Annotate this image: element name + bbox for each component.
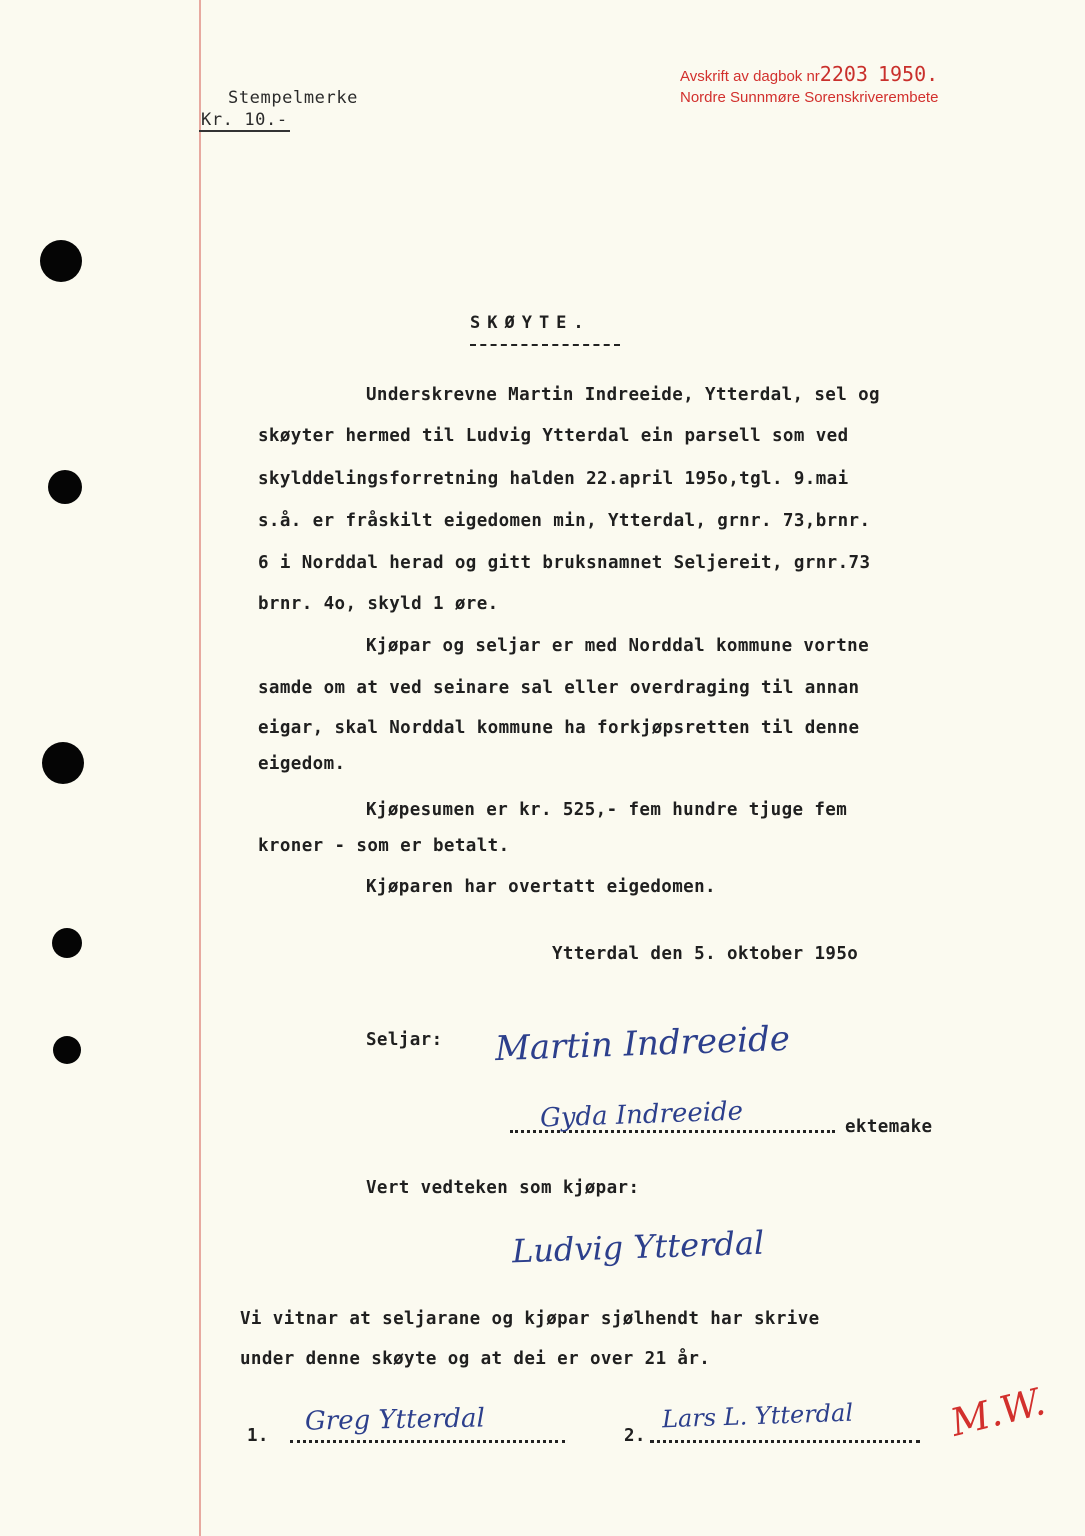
- signature-dotted-line: [650, 1440, 920, 1443]
- witness-2-number: 2.: [624, 1426, 646, 1446]
- witness-1-signature: Greg Ytterdal: [304, 1403, 486, 1437]
- date-line: Ytterdal den 5. oktober 195o: [552, 944, 859, 964]
- stamp-value: Kr. 10.-: [201, 110, 288, 130]
- stamp-label: Stempelmerke: [228, 88, 359, 108]
- paragraph-line: skylddelingsforretning halden 22.april 195o,tgl. 9.mai: [258, 469, 849, 489]
- punch-hole: [53, 1036, 81, 1064]
- seller-signature: Martin Indreeide: [494, 1018, 791, 1070]
- paragraph-line: kroner - som er betalt.: [258, 836, 510, 856]
- seller-label: Seljar:: [366, 1030, 443, 1050]
- paragraph-line: eigar, skal Norddal kommune ha forkjøpsretten til denne: [258, 718, 860, 738]
- paragraph-line: 6 i Norddal herad og gitt bruksnamnet Seljereit, grnr.73: [258, 553, 871, 573]
- buyer-label: Vert vedteken som kjøpar:: [366, 1178, 640, 1198]
- register-stamp: [680, 62, 938, 86]
- title-underline: [470, 344, 620, 346]
- document-title: SKØYTE.: [470, 313, 591, 333]
- witness-text-line: Vi vitnar at seljarane og kjøpar sjølhendt har skrive: [240, 1309, 820, 1329]
- witness-2-signature: Lars L. Ytterdal: [661, 1398, 854, 1434]
- signature-dotted-line: [290, 1440, 565, 1443]
- witness-text-line: under denne skøyte og at dei er over 21 år.: [240, 1349, 711, 1369]
- court-office: Nordre Sunnmøre Sorenskriverembete: [680, 89, 939, 106]
- paragraph-line: skøyter hermed til Ludvig Ytterdal ein parsell som ved: [258, 426, 849, 446]
- paragraph-line: brnr. 4o, skyld 1 øre.: [258, 594, 499, 614]
- spouse-signature: Gyda Indreeide: [539, 1096, 744, 1134]
- spouse-label: ektemake: [845, 1117, 933, 1137]
- buyer-signature: Ludvig Ytterdal: [511, 1223, 765, 1271]
- punch-hole: [48, 470, 82, 504]
- margin-line: [199, 0, 201, 1536]
- register-prefix: Avskrift av dagbok nr: [680, 68, 820, 85]
- paragraph-line: samde om at ved seinare sal eller overdraging til annan: [258, 678, 860, 698]
- witness-1-number: 1.: [247, 1426, 269, 1446]
- paragraph-line: Kjøpesumen er kr. 525,- fem hundre tjuge fem: [366, 800, 848, 820]
- paragraph-line: Kjøparen har overtatt eigedomen.: [366, 877, 716, 897]
- paragraph-line: s.å. er fråskilt eigedomen min, Ytterdal, grnr. 73,brnr.: [258, 511, 871, 531]
- paragraph-line: Kjøpar og seljar er med Norddal kommune vortne: [366, 636, 870, 656]
- paragraph-line: eigedom.: [258, 754, 346, 774]
- paragraph-line: Underskrevne Martin Indreeide, Ytterdal, sel og: [366, 385, 880, 405]
- punch-hole: [42, 742, 84, 784]
- initials: M.W.: [946, 1379, 1050, 1445]
- punch-hole: [52, 928, 82, 958]
- register-year: 1950.: [877, 62, 939, 86]
- punch-hole: [40, 240, 82, 282]
- register-number: 2203: [819, 62, 868, 86]
